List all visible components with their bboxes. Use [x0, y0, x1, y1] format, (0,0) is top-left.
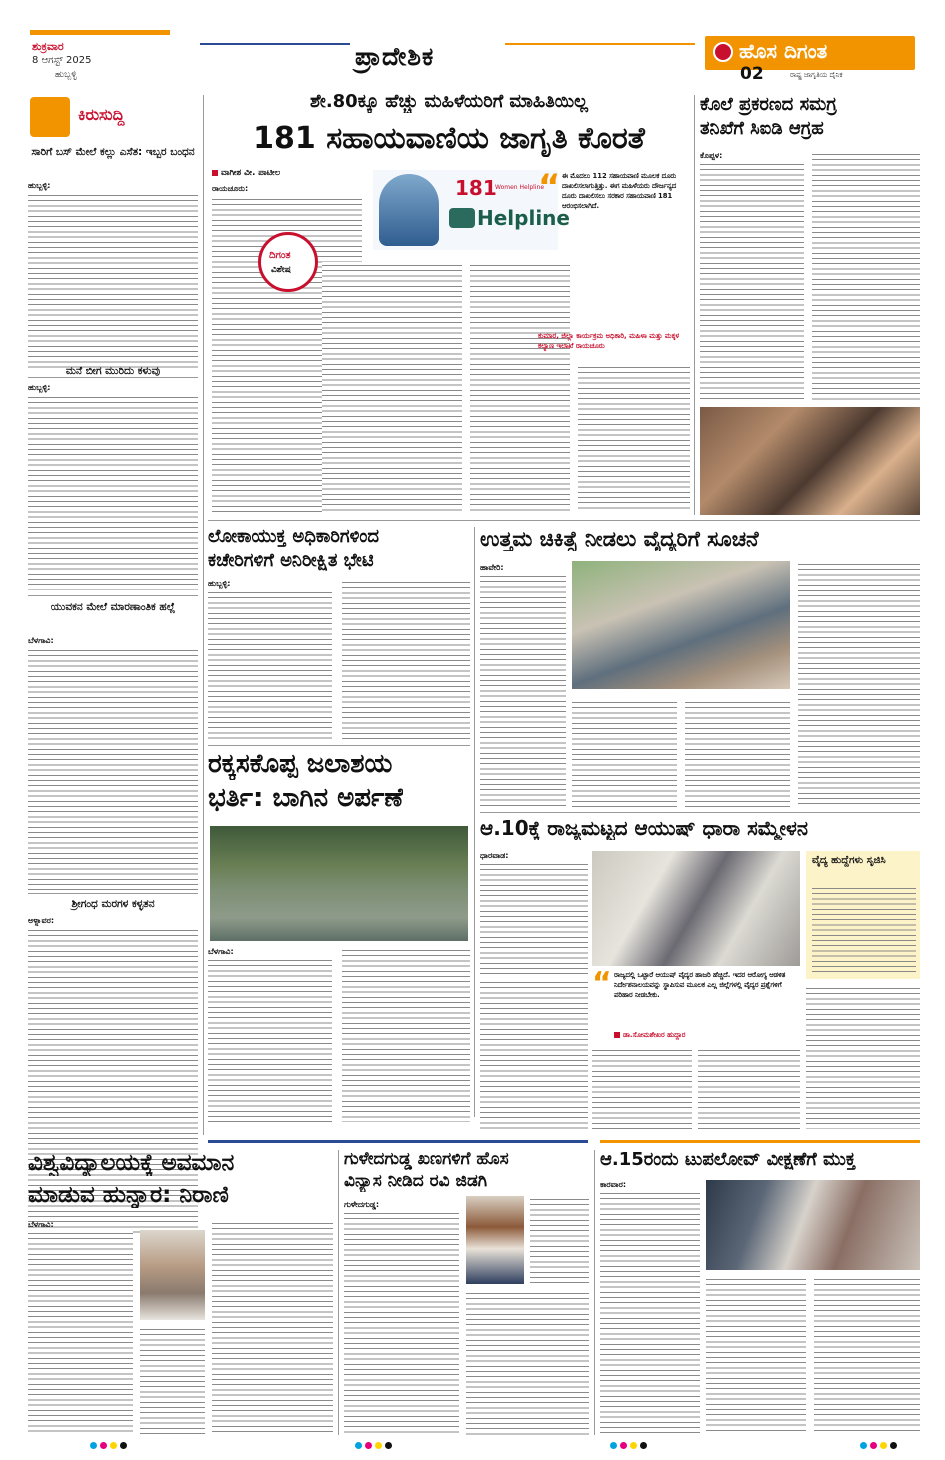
treatment-dateline: ಹಾವೇರಿ:	[480, 563, 504, 572]
lead-byline: ವಾಗೀಶ ವೀ. ಪಾಟೀಲ	[212, 168, 280, 178]
quote-mark-icon: “	[592, 966, 612, 1001]
vv-story	[28, 1150, 333, 1440]
lead-kicker: ಶೇ.80ಕ್ಕೂ ಹೆಚ್ಚು ಮಹಿಳೆಯರಿಗೆ ಮಾಹಿತಿಯಿಲ್ಲ	[310, 92, 588, 112]
reservoir-photo	[210, 826, 468, 941]
brief-headline: ಸಾರಿಗೆ ಬಸ್ ಮೇಲೆ ಕಲ್ಲು ಎಸೆತ: ಇಬ್ಬರ ಬಂಧನ	[31, 146, 195, 158]
brand-tagline: ರಾಷ್ಟ್ರ ಜಾಗೃತಿಯ ದೈನಿಕ	[790, 71, 843, 79]
brief-dateline: ಹುಬ್ಬಳ್ಳಿ:	[28, 383, 51, 392]
ayush-side-box	[806, 851, 920, 979]
reservoir-headline-1: ರಕ್ಕಸಕೊಪ್ಪ ಜಲಾಶಯ	[208, 750, 393, 779]
brief-body	[28, 647, 198, 892]
headset-person-icon	[379, 174, 439, 246]
seal-top: ದಿಗಂತ	[269, 250, 291, 261]
brief-headline: ಯುವಕನ ಮೇಲೆ ಮಾರಣಾಂತಿಕ ಹಲ್ಲೆ	[50, 601, 176, 613]
cid-dateline: ಕೊಪ್ಪಳ:	[700, 151, 723, 160]
ayush-body-1	[480, 861, 588, 976]
phone-icon	[449, 208, 475, 228]
reservoir-story	[208, 750, 470, 1130]
brand-box	[705, 36, 915, 70]
tupalov-story	[600, 1150, 920, 1440]
brief-headline: ಶ್ರೀಗಂಧ ಮರಗಳ ಕಳ್ಳತನ	[71, 898, 155, 910]
ayush-dateline: ಧಾರವಾಡ:	[480, 851, 509, 860]
top-orange-strip	[30, 30, 170, 35]
guledgudda-headline-2: ವಿನ್ಯಾಸ ನೀಡಿದ ರವಿ ಜಿಡಗಿ	[344, 1172, 488, 1191]
flame-icon	[713, 42, 733, 62]
lokayukta-body-2	[342, 579, 470, 739]
brief-dateline: ಅಳ್ನಾವರ:	[28, 916, 55, 925]
treatment-photo	[572, 561, 790, 689]
treatment-headline: ಉತ್ತಮ ಚಿಕಿತ್ಸೆ ನೀಡಲು ವೈದ್ಯರಿಗೆ ಸೂಚನೆ	[480, 527, 759, 551]
brief-2	[28, 365, 198, 595]
cid-body-1	[700, 161, 804, 401]
vv-portrait	[140, 1230, 205, 1320]
registration-marks	[355, 1442, 395, 1452]
brief-body	[28, 192, 198, 370]
lead-story	[208, 92, 690, 512]
ayush-side-body	[812, 885, 916, 975]
lead-body-col4	[578, 364, 690, 512]
registration-marks	[610, 1442, 650, 1452]
vv-dateline: ಬೆಳಗಾವಿ:	[28, 1220, 54, 1229]
helpline-word: Helpline	[477, 206, 570, 230]
ayush-body-3	[592, 1047, 692, 1129]
masthead	[0, 0, 945, 82]
helpline-number: 181	[455, 176, 497, 200]
cid-photo	[700, 407, 920, 515]
ayush-body-5	[806, 985, 920, 1129]
lead-body-col3	[470, 262, 570, 512]
vv-body-3	[212, 1220, 333, 1435]
lokayukta-body-1	[208, 589, 332, 739]
brief-4	[28, 898, 198, 1138]
bottom-strip-rule-blue	[208, 1140, 588, 1143]
seal-bottom: ವಿಶೇಷ	[271, 265, 291, 275]
digantha-vishesha-seal	[258, 232, 318, 292]
cid-body-2	[812, 151, 920, 401]
bottom-strip-rule-orange	[600, 1140, 920, 1143]
reservoir-headline-2: ಭರ್ತಿ: ಬಾಗಿನ ಅರ್ಪಣೆ	[208, 784, 404, 813]
treatment-body-1	[480, 573, 566, 808]
treatment-body-4	[798, 561, 920, 807]
page-number: 02	[740, 64, 764, 84]
ayush-headline: ಆ.10ಕ್ಕೆ ರಾಜ್ಯಮಟ್ಟದ ಆಯುಷ್ ಧಾರಾ ಸಮ್ಮೇಳನ	[480, 817, 809, 840]
tupalov-body-1	[600, 1190, 700, 1435]
ayush-photo	[592, 851, 800, 966]
ayush-body-2	[480, 979, 588, 1129]
vv-body-1	[28, 1230, 133, 1435]
brief-3	[28, 600, 198, 850]
kirusuddi-column	[28, 95, 198, 1135]
issue-date: 8 ಆಗಸ್ಟ್ 2025	[32, 55, 92, 66]
lead-dateline: ರಾಯಚೂರು:	[212, 184, 249, 193]
section-band-orange	[505, 43, 695, 65]
treatment-body-2	[572, 699, 677, 807]
guledgudda-body-2	[466, 1290, 589, 1435]
brief-headline: ಮನೆ ಬೀಗ ಮುರಿದು ಕಳುವು	[65, 365, 161, 377]
kirusuddi-logo	[28, 95, 198, 135]
reservoir-dateline: ಬೆಳಗಾವಿ:	[208, 947, 234, 956]
lead-body-col2	[322, 262, 462, 512]
issue-city: ಹುಬ್ಬಳ್ಳಿ	[55, 70, 77, 80]
lokayukta-story	[208, 527, 470, 742]
cid-story	[700, 95, 920, 515]
issue-day: ಶುಕ್ರವಾರ	[32, 40, 64, 53]
vv-headline-2: ಮಾಡುವ ಹುನ್ನಾರ: ನಿರಾಣಿ	[28, 1182, 229, 1208]
quote-author: ಕುಮಾರ, ಜಿಲ್ಲಾ ಕಾರ್ಯಕ್ರಮ ಅಧಿಕಾರಿ, ಮಹಿಳಾ ಮತ್ತು ಮಕ್ಕಳ ಕಲ್ಯಾಣ ಇಲಾಖೆ ರಾಯಚೂರು	[538, 332, 680, 350]
brand-name: ಹೊಸ ದಿಗಂತ	[739, 39, 828, 63]
brief-1	[28, 145, 198, 373]
treatment-body-3	[685, 699, 790, 807]
guledgudda-photo	[466, 1196, 524, 1284]
lokayukta-headline-2: ಕಚೇರಿಗಳಿಗೆ ಅನಿರೀಕ್ಷಿತ ಭೇಟಿ	[208, 551, 374, 571]
brief-body	[28, 394, 198, 590]
brief-dateline: ಹುಬ್ಬಳ್ಳಿ:	[28, 181, 51, 190]
guledgudda-body-1	[344, 1210, 459, 1435]
vv-body-2	[140, 1326, 205, 1435]
ayush-side-head: ವೈದ್ಯ ಹುದ್ದೆಗಳು ಸೃಜಿಸಿ	[812, 855, 886, 866]
tupalov-body-3	[814, 1276, 920, 1435]
kirusuddi-title: ಕಿರುಸುದ್ದಿ	[78, 105, 125, 124]
tupalov-headline: ಆ.15ರಂದು ಟುಪಲೋವ್ ವೀಕ್ಷಣೆಗೆ ಮುಕ್ತ	[600, 1150, 856, 1170]
tupalov-dateline: ಕಾರವಾರ:	[600, 1180, 627, 1189]
ayush-story	[480, 817, 920, 1135]
lokayukta-headline-1: ಲೋಕಾಯುಕ್ತ ಅಧಿಕಾರಿಗಳಿಂದ	[208, 527, 380, 547]
brief-dateline: ಬೆಳಗಾವಿ:	[28, 636, 54, 645]
cid-headline-1: ಕೊಲೆ ಪ್ರಕರಣದ ಸಮಗ್ರ	[700, 95, 837, 115]
reservoir-body-1	[208, 957, 332, 1122]
guledgudda-headline-1: ಗುಳೇದಗುಡ್ಡ ಖಣಗಳಿಗೆ ಹೊಸ	[344, 1150, 509, 1169]
finger-snap-icon	[30, 97, 70, 137]
vv-headline-1: ವಿಶ್ವವಿದ್ಯಾಲಯಕ್ಕೆ ಅವಮಾನ	[28, 1150, 235, 1176]
guledgudda-story	[344, 1150, 589, 1440]
guledgudda-body-3	[530, 1196, 589, 1284]
ayush-quote-text: ರಾಜ್ಯದಲ್ಲಿ ಒಟ್ಟಾರೆ ಆಯುಷ್ ವೈದ್ಯರ ಹಾಜರಿ ಹೆಚ್ಚಿದೆ. ಇದರ ಆರೋಗ್ಯ ಆಡಳಿತ ನಿರ್ದೇಶನಾಲಯವನ್ನು ಸ್ಥಾಪಿಸುವ ಮೂಲಕ ಎಲ್ಲ ಜಿಲ್ಲೆಗಳಲ್ಲಿ ವೈದ್ಯರ ಪ್ರಶ್ನೆಗಳಿಗೆ ಪರಿಹಾರ ನೀಡಬೇಕು.	[614, 971, 786, 999]
ayush-body-4	[698, 1047, 800, 1129]
quote-text: ಈ ಮೊದಲು 112 ಸಹಾಯವಾಣಿ ಮೂಲಕ ದೂರು ದಾಖಲಿಸಲಾಗುತ್ತಿತ್ತು. ಈಗ ಮಹಿಳೆಯರು ದೌರ್ಜನ್ಯದ ದೂರು ದಾಖಲಿಸಲು ಸರಕಾರ ಸಹಾಯವಾಣಿ 181 ಆರಂಭಿಸಲಾಗಿದೆ.	[562, 172, 677, 210]
ayush-quote-author: ಡಾ.ಸೋಮಶೇಖರ ಹುದ್ದಾರ	[614, 1031, 686, 1040]
guledgudda-dateline: ಗುಳೇದಗುಡ್ಡ:	[344, 1200, 380, 1209]
lead-quote	[538, 167, 690, 270]
cid-headline-2: ತನಿಖೆಗೆ ಸಿಐಡಿ ಆಗ್ರಹ	[700, 119, 824, 139]
helpline-small: Women Helpline	[495, 184, 545, 191]
tupalov-body-2	[706, 1276, 806, 1435]
lokayukta-dateline: ಹುಬ್ಬಳ್ಳಿ:	[208, 579, 231, 588]
lead-headline: 181 ಸಹಾಯವಾಣಿಯ ಜಾಗೃತಿ ಕೊರತೆ	[253, 122, 645, 156]
tupalov-photo	[706, 1180, 920, 1270]
registration-marks	[860, 1442, 900, 1452]
treatment-story	[480, 527, 920, 807]
section-title: ಪ್ರಾದೇಶಿಕ	[355, 42, 435, 71]
helpline-graphic	[373, 167, 570, 250]
reservoir-body-2	[342, 947, 470, 1122]
quote-mark-icon: “	[538, 167, 561, 207]
registration-marks	[90, 1442, 130, 1452]
section-band-blue	[200, 43, 350, 65]
ayush-quote	[592, 966, 800, 1043]
